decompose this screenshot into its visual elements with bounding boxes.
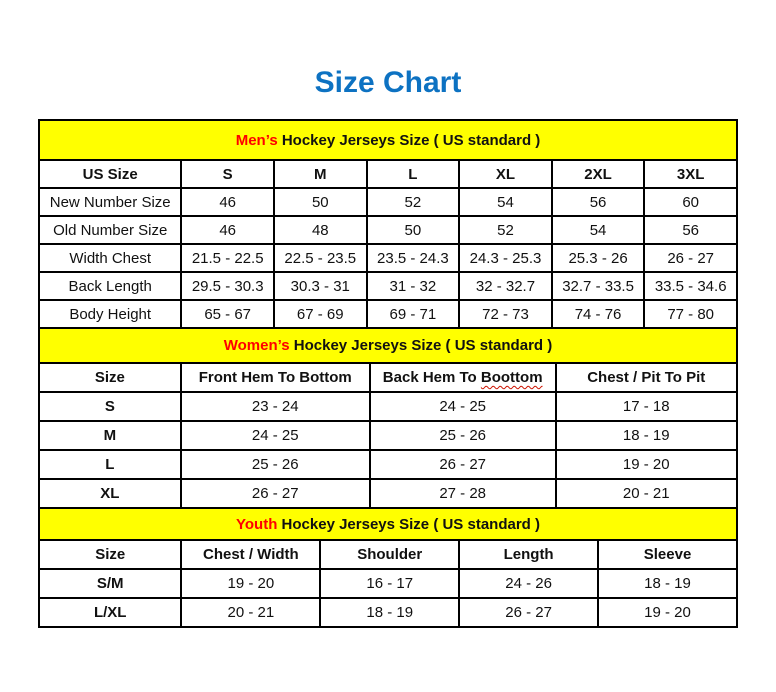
table-row bbox=[39, 392, 737, 421]
table-row bbox=[39, 244, 737, 272]
value-cell: 52 bbox=[459, 216, 552, 244]
youth-header-row bbox=[39, 540, 737, 569]
value-cell: 54 bbox=[552, 216, 645, 244]
value-cell: 18 - 19 bbox=[598, 569, 737, 598]
value-cell: 18 - 19 bbox=[320, 598, 459, 627]
youth-size-table bbox=[38, 507, 738, 628]
value-cell: 26 - 27 bbox=[459, 598, 598, 627]
value-cell: 24.3 - 25.3 bbox=[459, 244, 552, 272]
column-header: L bbox=[367, 160, 460, 188]
value-cell: 32.7 - 33.5 bbox=[552, 272, 645, 300]
value-cell: 33.5 - 34.6 bbox=[644, 272, 737, 300]
value-cell: 26 - 27 bbox=[644, 244, 737, 272]
value-cell: 56 bbox=[552, 188, 645, 216]
value-cell: 30.3 - 31 bbox=[274, 272, 367, 300]
column-header: 3XL bbox=[644, 160, 737, 188]
value-cell: 29.5 - 30.3 bbox=[181, 272, 274, 300]
value-cell: 25 - 26 bbox=[370, 421, 556, 450]
page-title: Size Chart bbox=[314, 66, 462, 99]
value-cell: 74 - 76 bbox=[552, 300, 645, 328]
row-label: New Number Size bbox=[39, 188, 181, 216]
row-label: S bbox=[39, 392, 181, 421]
value-cell: 23.5 - 24.3 bbox=[367, 244, 460, 272]
value-cell: 24 - 25 bbox=[181, 421, 370, 450]
mens-band-text: Hockey Jerseys Size ( US standard ) bbox=[277, 131, 541, 149]
row-label: L bbox=[39, 450, 181, 479]
value-cell: 31 - 32 bbox=[367, 272, 460, 300]
youth-section-title bbox=[39, 508, 737, 540]
youth-band-row bbox=[39, 508, 737, 540]
mens-band-row bbox=[39, 120, 737, 160]
value-cell: 20 - 21 bbox=[181, 598, 320, 627]
womens-band-text: Hockey Jerseys Size ( US standard ) bbox=[289, 337, 553, 354]
row-label: Old Number Size bbox=[39, 216, 181, 244]
row-label: XL bbox=[39, 479, 181, 508]
value-cell: 69 - 71 bbox=[367, 300, 460, 328]
column-header: US Size bbox=[39, 160, 181, 188]
row-label: Width Chest bbox=[39, 244, 181, 272]
value-cell: 20 - 21 bbox=[556, 479, 738, 508]
misspelled-word: Boottom bbox=[480, 369, 543, 386]
value-cell: 25.3 - 26 bbox=[552, 244, 645, 272]
table-row bbox=[39, 598, 737, 627]
mens-header-row bbox=[39, 160, 737, 188]
value-cell: 46 bbox=[181, 216, 274, 244]
column-header: Length bbox=[459, 540, 598, 569]
youth-band-text: Hockey Jerseys Size ( US standard ) bbox=[277, 515, 540, 533]
table-row bbox=[39, 300, 737, 328]
value-cell: 23 - 24 bbox=[181, 392, 370, 421]
value-cell: 50 bbox=[274, 188, 367, 216]
mens-section-title bbox=[39, 120, 737, 160]
table-row bbox=[39, 188, 737, 216]
table-row bbox=[39, 569, 737, 598]
value-cell: 54 bbox=[459, 188, 552, 216]
column-header: XL bbox=[459, 160, 552, 188]
row-label: M bbox=[39, 421, 181, 450]
mens-size-table bbox=[38, 119, 738, 329]
column-header: Chest / Pit To Pit bbox=[556, 363, 738, 392]
column-header: 2XL bbox=[552, 160, 645, 188]
womens-band-highlight: Women’s bbox=[223, 337, 290, 354]
value-cell: 19 - 20 bbox=[598, 598, 737, 627]
row-label: S/M bbox=[39, 569, 181, 598]
womens-band-row bbox=[39, 328, 737, 363]
value-cell: 65 - 67 bbox=[181, 300, 274, 328]
value-cell: 16 - 17 bbox=[320, 569, 459, 598]
value-cell: 72 - 73 bbox=[459, 300, 552, 328]
value-cell: 24 - 25 bbox=[370, 392, 556, 421]
column-header: Size bbox=[39, 363, 181, 392]
value-cell: 52 bbox=[367, 188, 460, 216]
value-cell: 25 - 26 bbox=[181, 450, 370, 479]
value-cell: 46 bbox=[181, 188, 274, 216]
row-label: Back Length bbox=[39, 272, 181, 300]
value-cell: 18 - 19 bbox=[556, 421, 738, 450]
table-row bbox=[39, 216, 737, 244]
column-header: Shoulder bbox=[320, 540, 459, 569]
table-row bbox=[39, 450, 737, 479]
column-header: Size bbox=[39, 540, 181, 569]
value-cell: 19 - 20 bbox=[556, 450, 738, 479]
value-cell: 26 - 27 bbox=[181, 479, 370, 508]
column-header: Front Hem To Bottom bbox=[181, 363, 370, 392]
table-row bbox=[39, 421, 737, 450]
mens-band-highlight: Men’s bbox=[235, 131, 278, 149]
table-row bbox=[39, 479, 737, 508]
column-header: Sleeve bbox=[598, 540, 737, 569]
value-cell: 60 bbox=[644, 188, 737, 216]
value-cell: 27 - 28 bbox=[370, 479, 556, 508]
womens-header-row bbox=[39, 363, 737, 392]
value-cell: 17 - 18 bbox=[556, 392, 738, 421]
size-tables bbox=[38, 119, 738, 628]
womens-size-table bbox=[38, 327, 738, 509]
value-cell: 32 - 32.7 bbox=[459, 272, 552, 300]
column-header: S bbox=[181, 160, 274, 188]
row-label: Body Height bbox=[39, 300, 181, 328]
value-cell: 19 - 20 bbox=[181, 569, 320, 598]
value-cell: 24 - 26 bbox=[459, 569, 598, 598]
value-cell: 50 bbox=[367, 216, 460, 244]
value-cell: 77 - 80 bbox=[644, 300, 737, 328]
value-cell: 22.5 - 23.5 bbox=[274, 244, 367, 272]
table-row bbox=[39, 272, 737, 300]
youth-band-highlight: Youth bbox=[236, 515, 278, 533]
womens-section-title bbox=[39, 328, 737, 363]
value-cell: 67 - 69 bbox=[274, 300, 367, 328]
value-cell: 56 bbox=[644, 216, 737, 244]
row-label: L/XL bbox=[39, 598, 181, 627]
value-cell: 21.5 - 22.5 bbox=[181, 244, 274, 272]
column-header: Back Hem To Boottom bbox=[370, 363, 556, 392]
column-header: Chest / Width bbox=[181, 540, 320, 569]
value-cell: 26 - 27 bbox=[370, 450, 556, 479]
column-header: M bbox=[274, 160, 367, 188]
value-cell: 48 bbox=[274, 216, 367, 244]
